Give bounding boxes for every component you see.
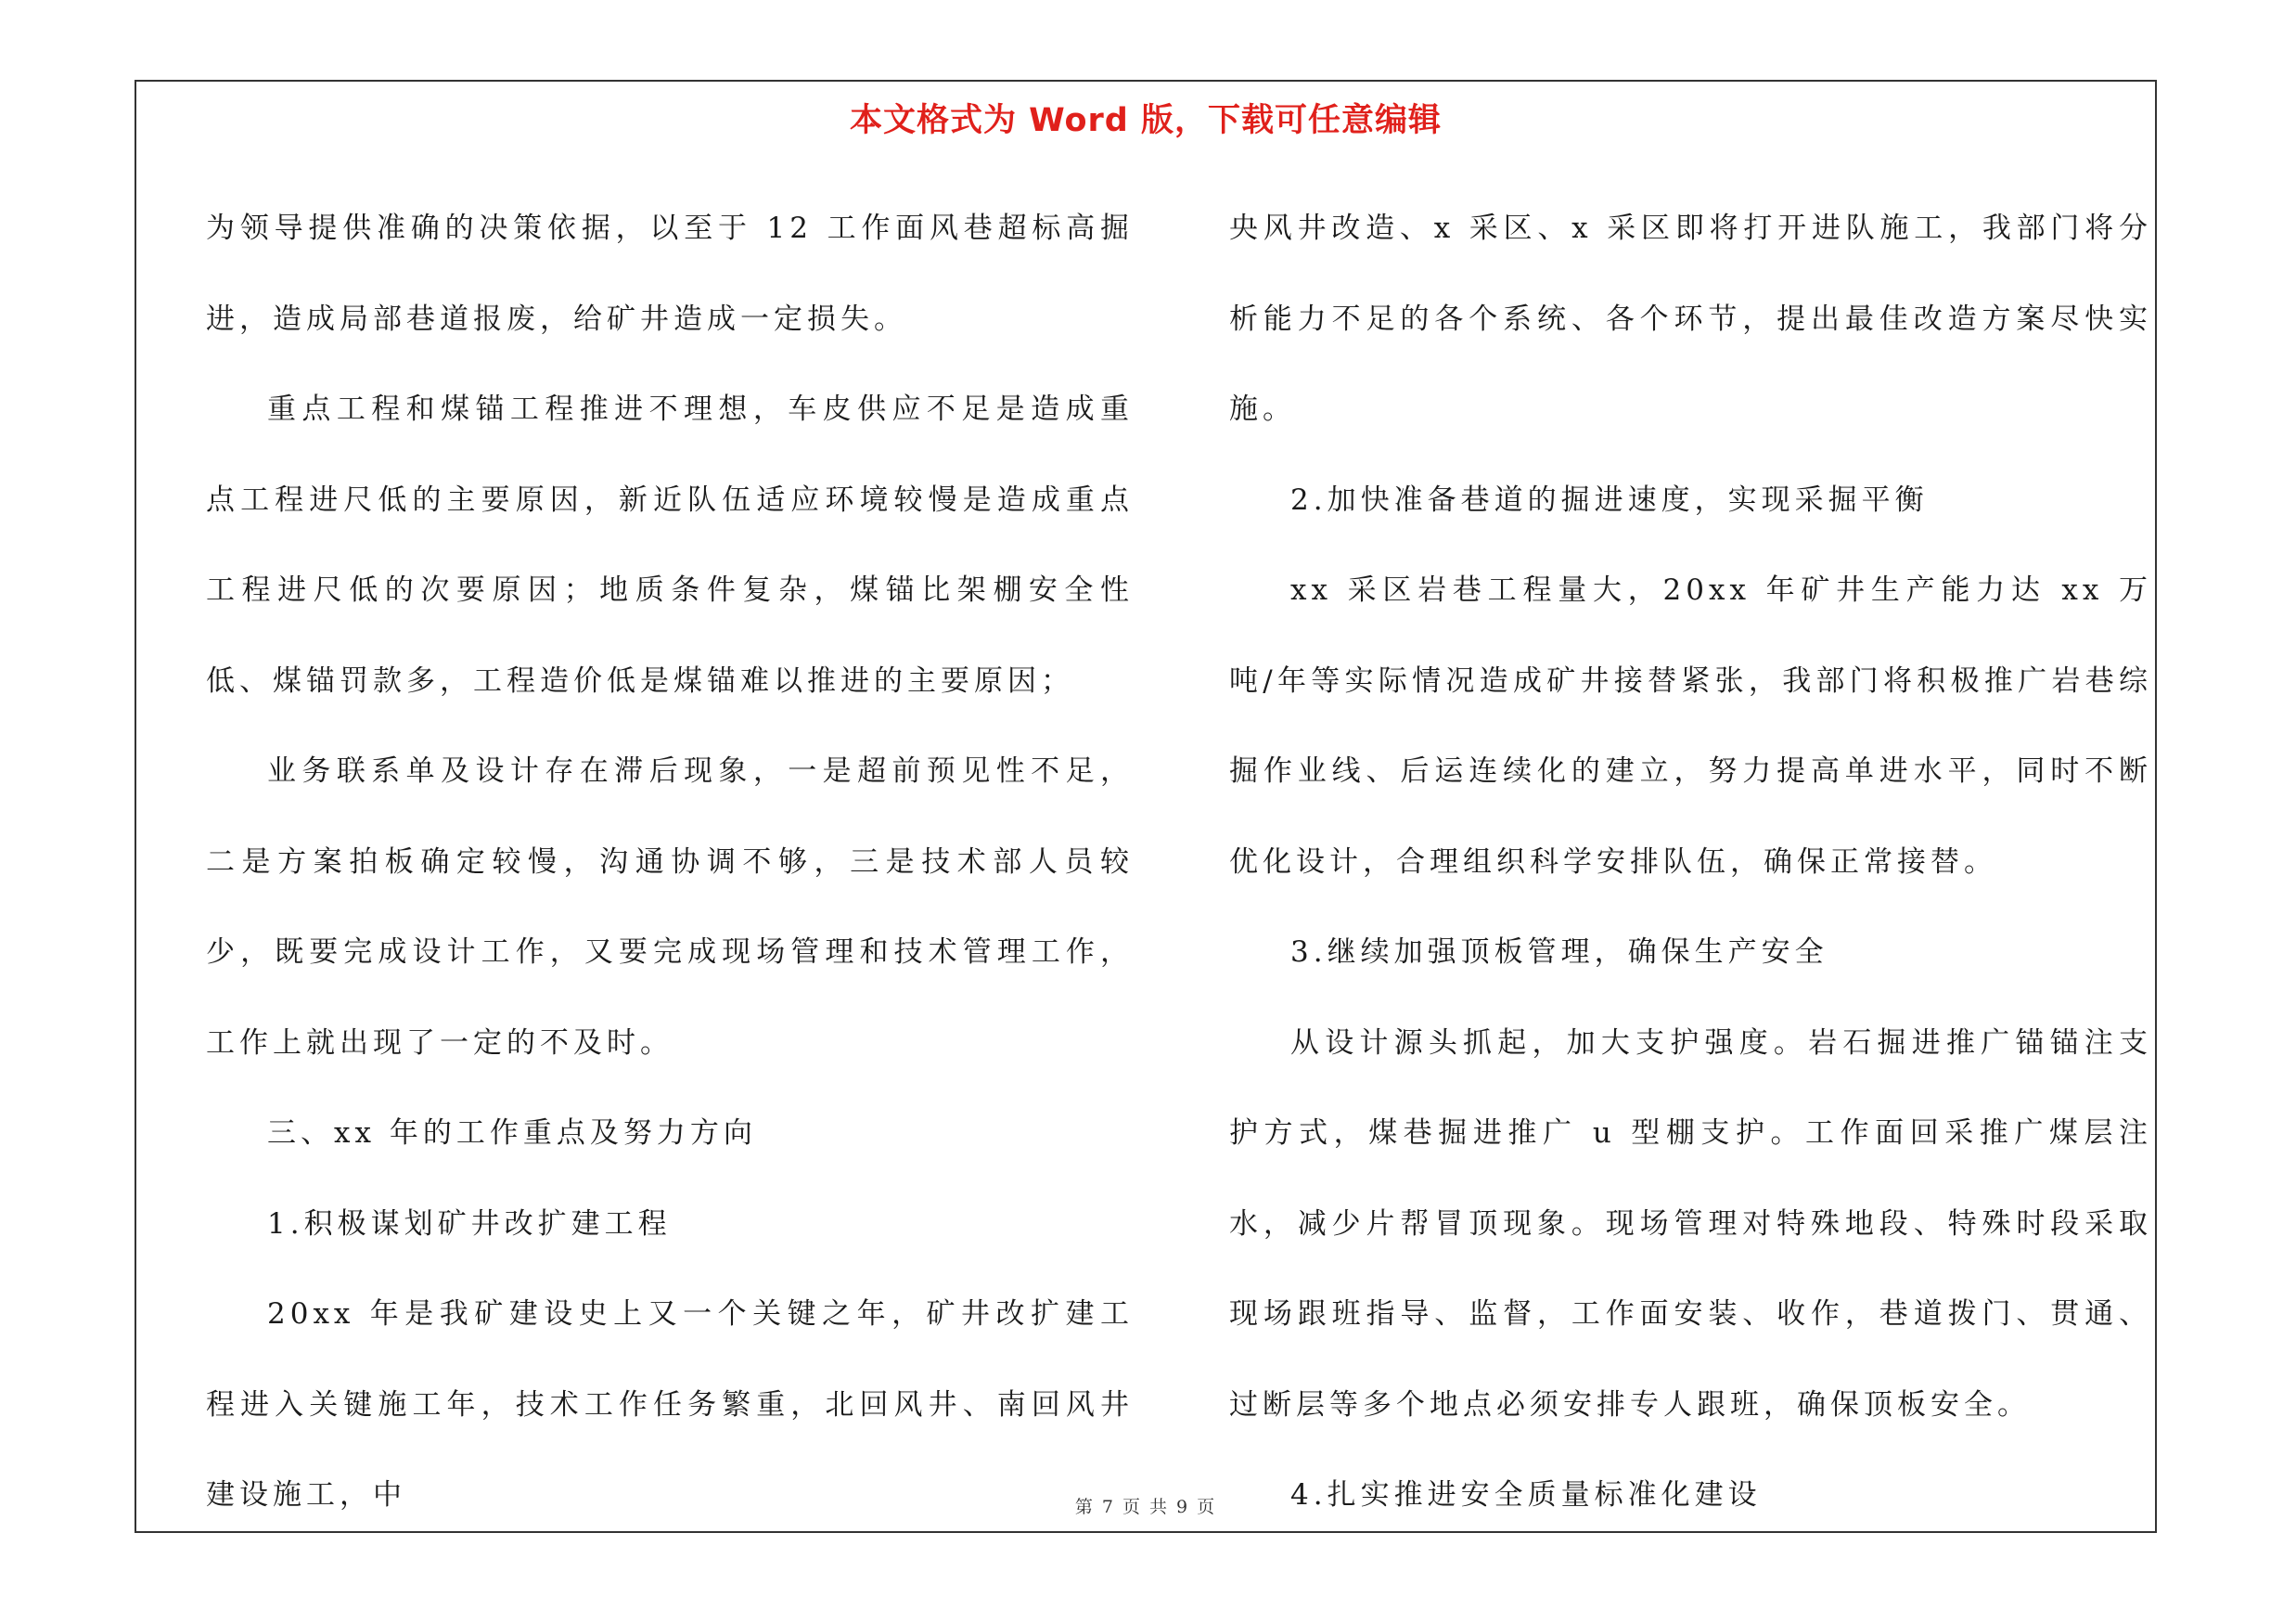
subsection-heading: 1.积极谋划矿井改扩建工程 [267, 1206, 672, 1241]
page-frame [135, 80, 2157, 1533]
section-heading: 三、xx 年的工作重点及努力方向 [267, 1116, 757, 1150]
document-banner: 本文格式为 Word 版，下载可任意编辑 [849, 102, 1443, 139]
paragraph: 从设计源头抓起，加大支护强度。岩石掘进推广锚锚注支护方式，煤巷掘进推广 u 型棚支护。工作面回采推广煤层注水，减少片帮冒顶现象。现场管理对特殊地段、特殊时段采取现场跟班指导、监督，工作面安装、收作，巷道拨门、贯通、过断层等多个地点必须安排专人跟班，确保顶板安全。 [1229, 1025, 2152, 1422]
left-column [206, 184, 1134, 1541]
subsection-heading: 3.继续加强顶板管理，确保生产安全 [1290, 935, 1828, 969]
paragraph: 重点工程和煤锚工程推进不理想，车皮供应不足是造成重点工程进尺低的主要原因，新近队伍适应环境较慢是造成重点工程进尺低的次要原因；地质条件复杂，煤锚比架棚安全性低、煤锚罚款多，工程造价低是煤锚难以推进的主要原因； [206, 393, 1134, 698]
right-column [1229, 184, 2152, 1541]
paragraph: 为领导提供准确的决策依据，以至于 12 工作面风巷超标高掘进，造成局部巷道报废，给矿井造成一定损失。 [206, 212, 1134, 336]
paragraph: 业务联系单及设计存在滞后现象，一是超前预见性不足，二是方案拍板确定较慢，沟通协调不够，三是技术部人员较少，既要完成设计工作，又要完成现场管理和技术管理工作，工作上就出现了一定的不及时。 [206, 754, 1134, 1060]
subsection-heading: 4.扎实推进安全质量标准化建设 [1290, 1478, 1762, 1512]
paragraph: 20xx 年是我矿建设史上又一个关键之年，矿井改扩建工程进入关键施工年，技术工作任务繁重，北回风井、南回风井建设施工，中 [206, 1297, 1134, 1512]
paragraph: 央风井改造、x 采区、x 采区即将打开进队施工，我部门将分析能力不足的各个系统、各个环节，提出最佳改造方案尽快实施。 [1229, 212, 2152, 426]
subsection-heading: 2.加快准备巷道的掘进速度，实现采掘平衡 [1290, 483, 1929, 517]
paragraph: xx 采区岩巷工程量大，20xx 年矿井生产能力达 xx 万吨/年等实际情况造成矿井接替紧张，我部门将积极推广岩巷综掘作业线、后运连续化的建立，努力提高单进水平，同时不断优化设计，合理组织科学安排队伍，确保正常接替。 [1229, 573, 2152, 879]
page-number: 第 7 页 共 9 页 [1074, 1497, 1217, 1517]
